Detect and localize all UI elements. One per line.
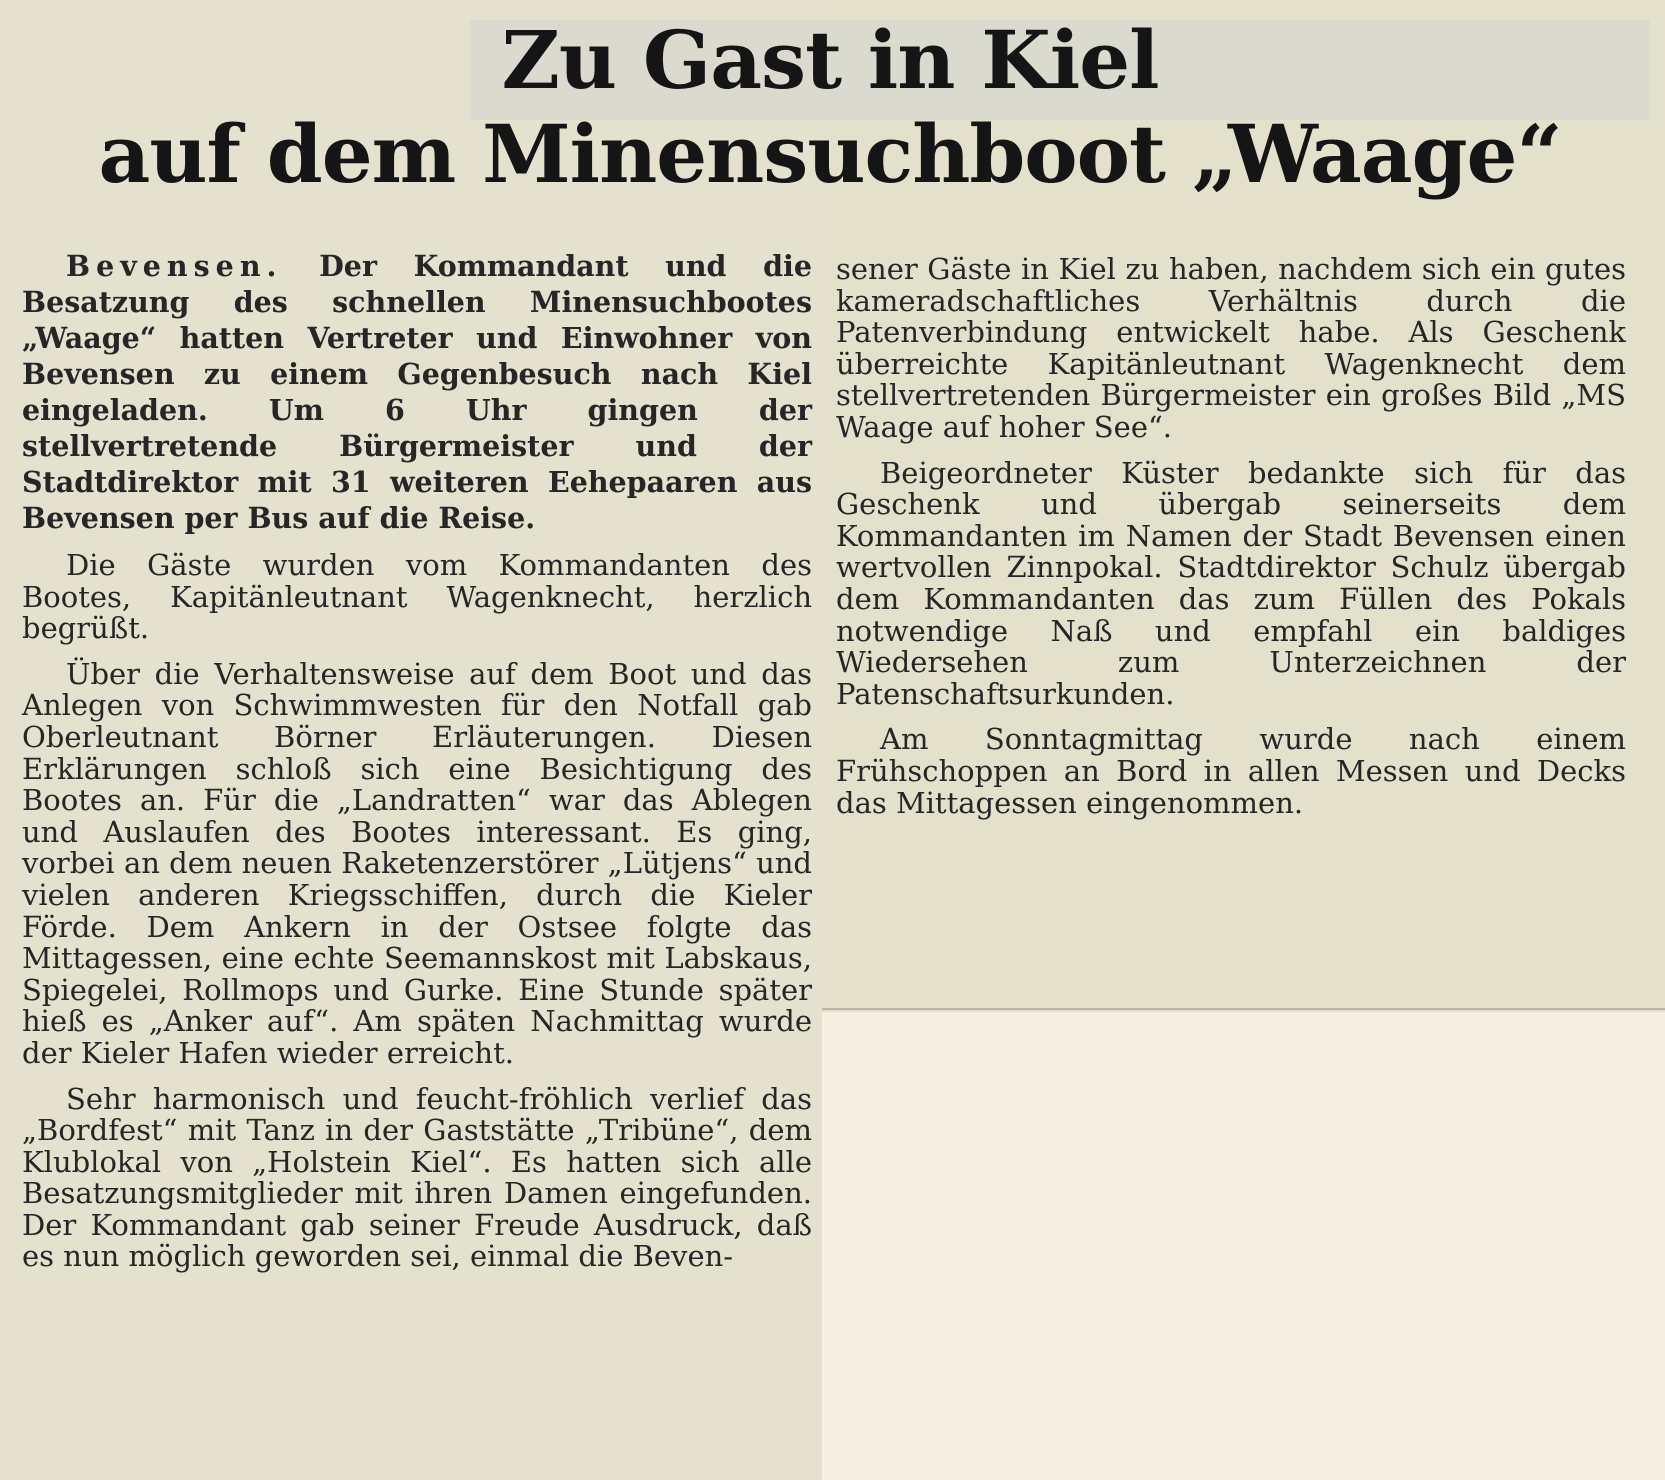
paragraph-boat-tour: Über die Verhaltensweise auf dem Boot und das Anlegen von Schwimmwesten für den Notfall gab Oberleutnant Börner Erläuterungen. Diesen Erklärungen schloß sich eine Besichtigung des Bootes an. Für die „Landratten“ war das Ablegen und Auslaufen des Bootes interessant. Es ging, vorbei an dem neuen Raketenzerstörer „Lütjens“ und vielen anderen Kriegsschiffen, durch die Kieler Förde. Dem Ankern in der Ostsee folgte das Mittagessen, eine echte Seemannskost mit Labskaus, Spiegelei, Rollmops und Gurke. Eine Stunde später hieß es „Anker auf“. Am späten Nachmittag wurde der Kieler Hafen wieder erreicht. (22, 656, 812, 1070)
paragraph-gifts: Beigeordneter Küster bedankte sich für das Geschenk und übergab seinerseits dem Kommandanten im Namen der Stadt Bevensen einen wertvollen Zinnpokal. Stadtdirektor Schulz übergab dem Kommandanten das zum Füllen des Pokals notwendige Naß und empfahl ein baldiges Wiedersehen zum Unterzeichnen der Patenschaftsurkunden. (836, 455, 1626, 711)
headline-line-2: auf dem Minensuchboot „Waage“ (98, 107, 1562, 201)
paragraph-sunday: Am Sonntagmittag wurde nach einem Frühschoppen an Bord in allen Messen und Decks das Mittagessen eingenommen. (836, 722, 1626, 820)
lead-paragraph (22, 248, 812, 536)
headline-line-1: Zu Gast in Kiel (501, 13, 1159, 107)
paragraph-bordfest: Sehr harmonisch und feucht-fröhlich verlief das „Bordfest“ mit Tanz in der Gaststätte „Tribüne“, dem Klublokal von „Holstein Kiel“. Es hatten sich alle Besatzungsmitglieder mit ihren Damen eingefunden. Der Kommandant gab seiner Freude Ausdruck, daß es nun möglich geworden sei, einmal die Beven- (22, 1081, 812, 1274)
headline (20, 10, 1640, 204)
blank-scan-area (822, 1012, 1665, 1480)
clipping-edge (822, 1008, 1665, 1010)
article-column-left (22, 248, 812, 1287)
dateline: Bevensen. (66, 249, 283, 283)
lead-text: Der Kommandant und die Besatzung des schnellen Minensuchbootes „Waage“ hatten Vertreter und Einwohner von Bevensen zu einem Gegenbesuch nach Kiel eingeladen. Um 6 Uhr gingen der stellvertretende Bürgermeister und der Stadtdirektor mit 31 weiteren Eehepaaren aus Bevensen per Bus auf die Reise. (22, 249, 812, 535)
paragraph-greeting: Die Gäste wurden vom Kommandanten des Bootes, Kapitänleutnant Wagenknecht, herzlich begrüßt. (22, 548, 812, 646)
article-column-right (836, 254, 1626, 833)
paragraph-continued: sener Gäste in Kiel zu haben, nachdem sich ein gutes kameradschaftliches Verhältnis durch die Patenverbindung entwickelt habe. Als Geschenk überreichte Kapitänleutnant Wagenknecht dem stellvertretenden Bürgermeister ein großes Bild „MS Waage auf hoher See“. (836, 252, 1626, 444)
